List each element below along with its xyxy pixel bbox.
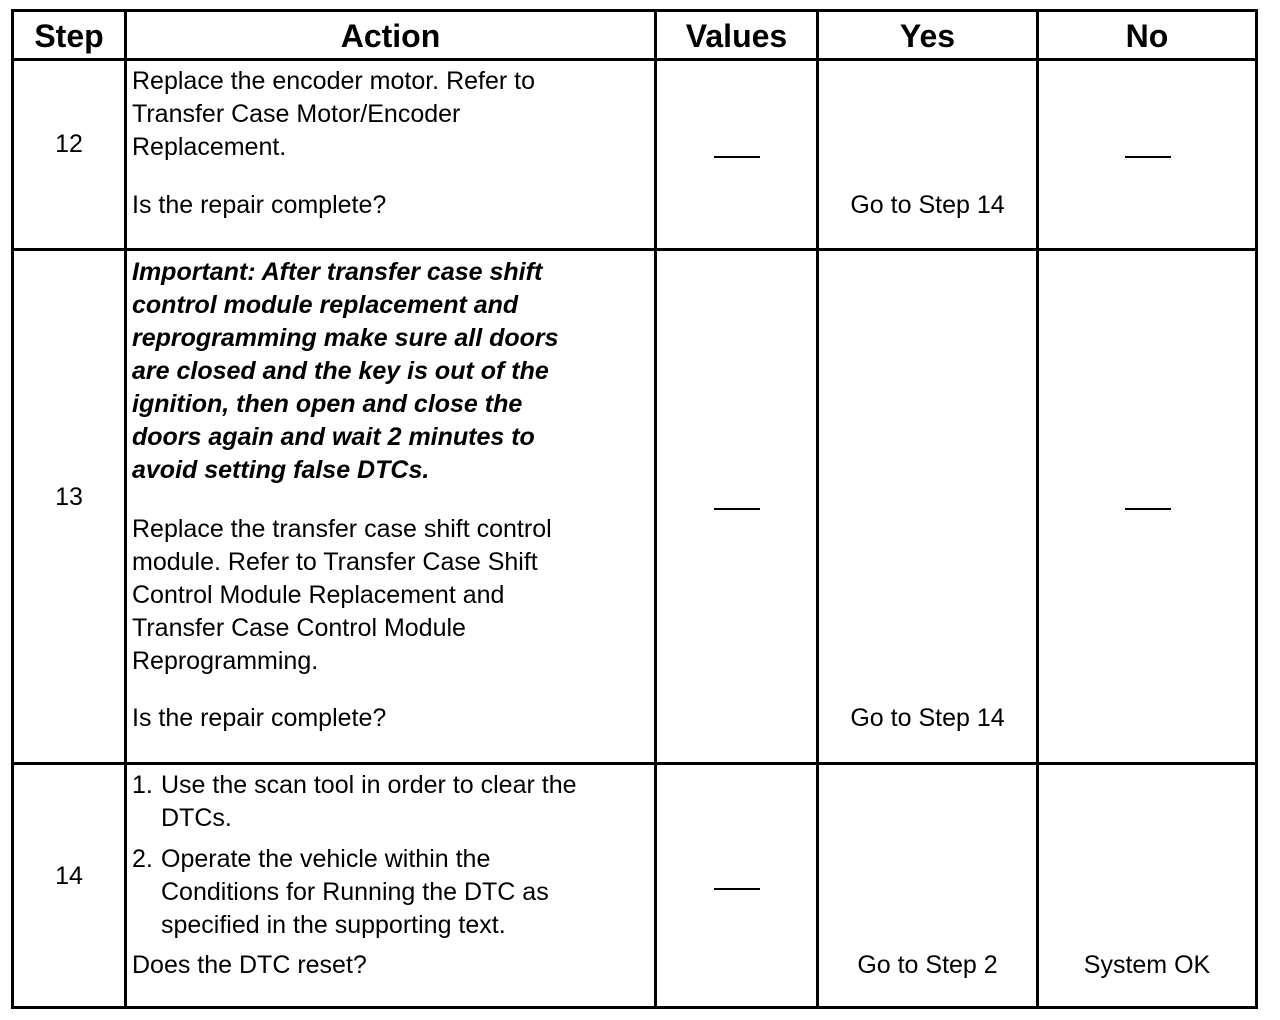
values-empty-dash	[714, 156, 760, 158]
action-question: Is the repair complete?	[132, 191, 387, 219]
action-line: Replace the transfer case shift control	[132, 515, 552, 543]
row-divider	[14, 762, 1255, 765]
column-divider	[654, 12, 657, 1006]
header-no: No	[1125, 18, 1169, 54]
important-line: ignition, then open and close the	[132, 390, 523, 418]
no-result: System OK	[1083, 951, 1211, 979]
step-number: 13	[55, 483, 83, 511]
action-question: Does the DTC reset?	[132, 951, 367, 979]
yes-result: Go to Step 2	[857, 951, 998, 979]
column-divider	[124, 12, 127, 1006]
step-number: 12	[55, 130, 83, 158]
no-empty-dash	[1125, 156, 1171, 158]
action-text	[132, 65, 535, 164]
list-item-line: Use the scan tool in order to clear the	[161, 771, 577, 799]
yes-result: Go to Step 14	[850, 191, 1005, 219]
important-line: avoid setting false DTCs.	[132, 456, 430, 484]
action-line: Transfer Case Motor/Encoder	[132, 100, 461, 128]
no-empty-dash	[1125, 508, 1171, 510]
important-line: Important: After transfer case shift	[132, 258, 543, 286]
list-item	[132, 843, 577, 942]
header-step: Step	[34, 18, 104, 54]
list-item-number: 1.	[132, 771, 153, 799]
action-line: Replacement.	[132, 133, 287, 161]
action-line: Control Module Replacement and	[132, 581, 505, 609]
column-divider	[1036, 12, 1039, 1006]
step-number: 14	[55, 862, 83, 890]
header-values: Values	[685, 18, 788, 54]
list-item-line: Operate the vehicle within the	[161, 845, 491, 873]
action-text	[132, 513, 552, 678]
row-divider	[14, 248, 1255, 251]
values-empty-dash	[714, 508, 760, 510]
list-item	[132, 769, 577, 835]
column-divider	[816, 12, 819, 1006]
action-question: Is the repair complete?	[132, 704, 387, 732]
list-item-line: specified in the supporting text.	[161, 911, 506, 939]
important-line: control module replacement and	[132, 291, 519, 319]
diagnostic-table	[11, 9, 1258, 1009]
important-note	[132, 256, 559, 487]
list-item-number: 2.	[132, 845, 153, 873]
yes-result: Go to Step 14	[850, 704, 1005, 732]
action-line: Transfer Case Control Module	[132, 614, 466, 642]
action-line: Replace the encoder motor. Refer to	[132, 67, 536, 95]
action-line: module. Refer to Transfer Case Shift	[132, 548, 538, 576]
important-line: reprogramming make sure all doors	[132, 324, 559, 352]
action-line: Reprogramming.	[132, 647, 319, 675]
list-item-line: Conditions for Running the DTC as	[161, 878, 549, 906]
important-line: doors again and wait 2 minutes to	[132, 423, 535, 451]
important-line: are closed and the key is out of the	[132, 357, 549, 385]
values-empty-dash	[714, 888, 760, 890]
header-action: Action	[340, 18, 441, 54]
list-item-line: DTCs.	[161, 804, 232, 832]
numbered-step-list	[132, 769, 577, 942]
header-yes: Yes	[899, 18, 956, 54]
